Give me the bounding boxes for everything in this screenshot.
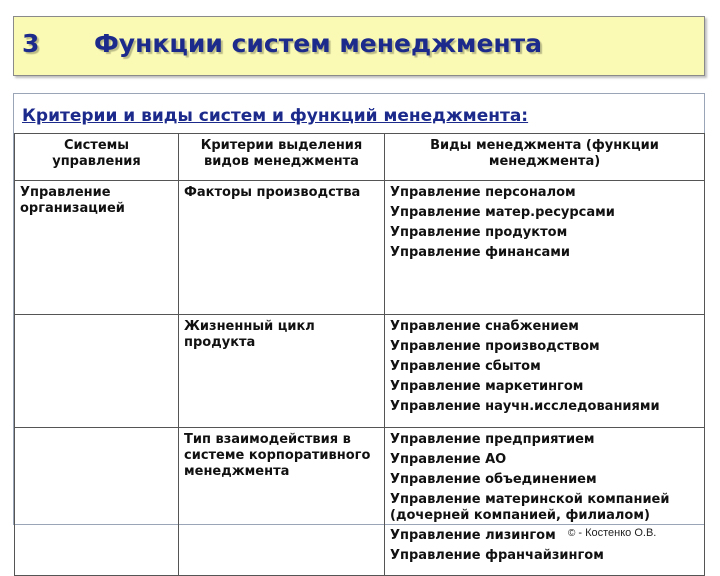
list-item: Управление франчайзингом bbox=[390, 548, 604, 563]
list-item: Управление продуктом bbox=[390, 225, 568, 240]
list-item: Управление производством bbox=[390, 339, 600, 354]
section-subtitle: Критерии и виды систем и функций менеджмента: bbox=[22, 106, 529, 126]
list-item: Управление маркетингом bbox=[390, 379, 584, 394]
cell-types bbox=[385, 428, 705, 576]
list-item: Управление предприятием bbox=[390, 432, 595, 447]
cell-system bbox=[15, 315, 179, 428]
cell-criterion: Жизненный цикл продукта bbox=[179, 315, 385, 428]
list-item: Управление матер.ресурсами bbox=[390, 205, 615, 220]
list-item: Управление АО bbox=[390, 452, 507, 467]
list-item: Управление научн.исследованиями bbox=[390, 399, 660, 414]
cell-types bbox=[385, 181, 705, 315]
copyright-icon: © bbox=[568, 528, 576, 539]
table-header-row bbox=[15, 134, 705, 181]
table-row bbox=[15, 428, 705, 576]
management-table bbox=[14, 133, 705, 576]
table-row bbox=[15, 181, 705, 315]
header-systems: Системы управления bbox=[15, 134, 179, 181]
list-item: Управление персоналом bbox=[390, 185, 576, 200]
author-text: - Костенко О.В. bbox=[578, 527, 657, 539]
list-item: Управление материнской компанией (дочерней компанией, филиалом) bbox=[390, 492, 670, 523]
author-footer bbox=[568, 527, 656, 539]
list-item: Управление лизингом bbox=[390, 528, 556, 543]
table-row bbox=[15, 315, 705, 428]
list-item: Управление объединением bbox=[390, 472, 597, 487]
slide-title-bar bbox=[13, 16, 705, 76]
list-item: Управление сбытом bbox=[390, 359, 541, 374]
cell-criterion: Факторы производства bbox=[179, 181, 385, 315]
header-criteria: Критерии выделения видов менеджмента bbox=[179, 134, 385, 181]
cell-types bbox=[385, 315, 705, 428]
cell-criterion: Тип взаимодействия в системе корпоративного менеджмента bbox=[179, 428, 385, 576]
list-item: Управление финансами bbox=[390, 245, 571, 260]
slide-title: Функции систем менеджмента bbox=[94, 29, 543, 58]
cell-system bbox=[15, 428, 179, 576]
slide-number: 3 bbox=[22, 29, 40, 58]
header-types: Виды менеджмента (функции менеджмента) bbox=[385, 134, 705, 181]
list-item: Управление снабжением bbox=[390, 319, 579, 334]
cell-system: Управление организацией bbox=[15, 181, 179, 315]
